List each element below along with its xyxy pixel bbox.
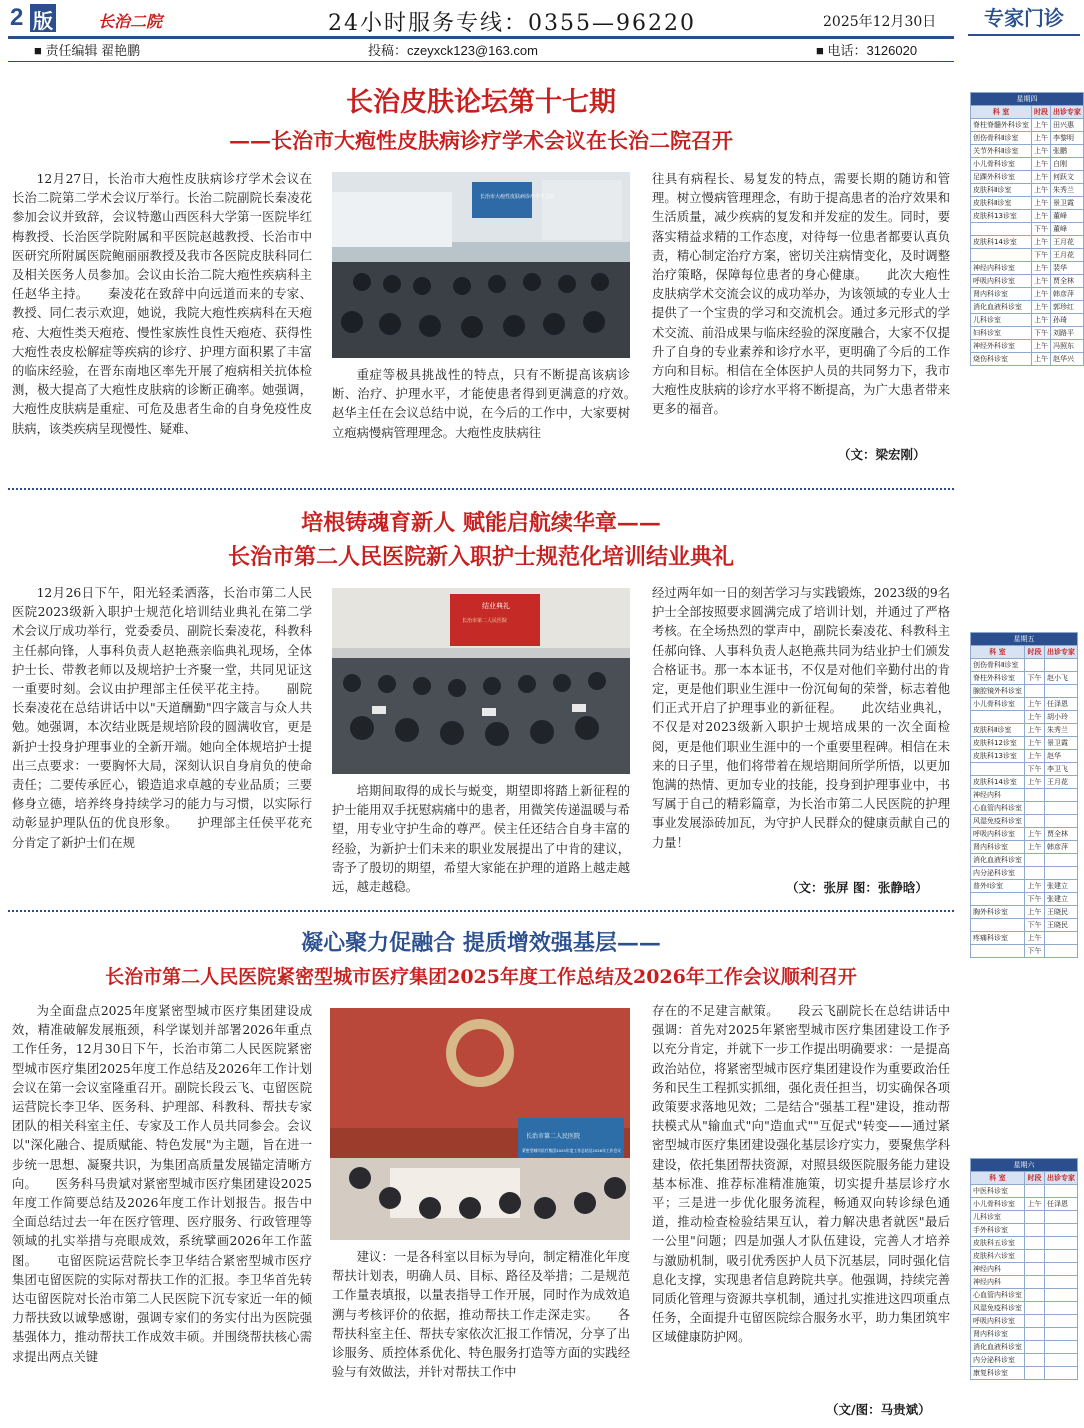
schedule-row [971,1302,1078,1315]
schedule-dept: 创伤骨科Ⅱ诊室 [971,659,1025,672]
subheader-rule [8,61,954,62]
schedule-row [971,1328,1078,1341]
schedule-row [971,1315,1078,1328]
article3-title: 凝心聚力促融合 提质增效强基层—— [301,930,661,956]
schedule-time [1025,1224,1045,1237]
schedule-time: 上午 [1025,711,1045,724]
editor-line: ■ 责任编辑 翟艳鹏 [34,43,141,58]
schedule-time [1025,1263,1045,1276]
schedule-row [971,327,1084,340]
schedule-time [1025,1250,1045,1263]
schedule-time: 上午 [1025,1198,1045,1211]
schedule-time: 下午 [1032,249,1051,262]
schedule-expert: 赵华 [1045,750,1078,763]
schedule-expert [1045,1185,1078,1198]
schedule-dept: 风湿免疫科诊室 [971,815,1025,828]
schedule-expert: 郭珍红 [1051,301,1084,314]
schedule-time [1025,867,1045,880]
schedule-dept: 皮肤科14诊室 [971,776,1025,789]
schedule-time [1025,685,1045,698]
schedule-dept: 足踝外科诊室 [971,171,1032,184]
schedule-time: 上午 [1032,197,1051,210]
schedule-dept: 小儿骨科诊室 [971,158,1032,171]
schedule-expert: 张建立 [1045,880,1078,893]
schedule-time [1025,1302,1045,1315]
schedule-time [1025,1237,1045,1250]
schedule-expert [1045,815,1078,828]
schedule-expert [1045,789,1078,802]
schedule-time [1025,1315,1045,1328]
schedule-expert [1045,1211,1078,1224]
schedule-expert: 李卫飞 [1045,763,1078,776]
rail-rule [968,34,1080,36]
article1-col2: 重症等极具挑战性的特点，只有不断提高该病诊断、治疗、护理水平，才能使患者得到更满意的疗效。 赵华主任在会议总结中说，在今后的工作中，大家要树立疱病慢病管理理念。大疱性皮肤病往 [332,368,655,440]
schedule-time: 上午 [1032,132,1051,145]
schedule-expert: 张鹏 [1051,145,1084,158]
schedule-expert [1045,1302,1078,1315]
schedule-row [971,1237,1078,1250]
schedule-dept: 胸外科诊室 [971,906,1025,919]
schedule-expert: 董峰 [1051,210,1084,223]
article1-screen-title: 长治市大疱性皮肤病诊疗学术会议 [480,194,556,200]
schedule-dept: 儿科诊室 [971,1211,1025,1224]
thursday-schedule [970,92,1084,366]
schedule-dept: 关节外科Ⅱ诊室 [971,145,1032,158]
schedule-time: 上午 [1025,906,1045,919]
schedule-expert [1045,932,1078,945]
schedule-row [971,275,1084,288]
col-header-expert: 出诊专家 [1045,1172,1078,1185]
schedule-dept: 妇科诊室 [971,327,1032,340]
schedule-time: 下午 [1025,672,1045,685]
schedule-dept: 内分泌科诊室 [971,1354,1025,1367]
schedule-row [971,171,1084,184]
article1-subtitle: ——长治市大疱性皮肤病诊疗学术会议在长治二院召开 [229,128,733,153]
schedule-row [971,932,1078,945]
schedule-expert [1045,1354,1078,1367]
schedule-time: 上午 [1025,776,1045,789]
schedule-row [971,776,1078,789]
schedule-time: 上午 [1032,353,1051,366]
schedule-day-header: 星期六 [971,1159,1078,1172]
schedule-row [971,1185,1078,1198]
schedule-dept [971,945,1025,958]
schedule-day-header: 星期五 [971,633,1078,646]
schedule-row [971,249,1084,262]
article3-photo-image [330,1008,630,1240]
schedule-dept: 普外Ⅰ诊室 [971,880,1025,893]
masthead [8,4,954,34]
schedule-expert: 贾全林 [1051,275,1084,288]
schedule-time: 上午 [1025,828,1045,841]
article3-subtitle: 长治市第二人民医院紧密型城市医疗集团2025年度工作总结及2026年工作会议顺利召开 [105,966,857,988]
schedule-time: 上午 [1025,932,1045,945]
schedule-row [971,1263,1078,1276]
schedule-expert [1045,1328,1078,1341]
article2-screen-title: 结业典礼 [482,602,510,610]
schedule-expert: 赵小飞 [1045,672,1078,685]
schedule-expert: 孙琦 [1051,314,1084,327]
schedule-row [971,288,1084,301]
schedule-time: 上午 [1025,750,1045,763]
schedule-row [971,184,1084,197]
schedule-dept: 神经内科 [971,1276,1025,1289]
schedule-expert: 景卫霞 [1045,737,1078,750]
schedule-time [1025,854,1045,867]
schedule-dept: 脊柱外科诊室 [971,672,1025,685]
article1-col1: 12月27日，长治市大疱性皮肤病诊疗学术会议在长治二院第二学术会议厅举行。长治二院副院长秦凌花参加会议并致辞，会议特邀山西医科大学第一医院毕红梅教授、长治医学院附属和平医院赵越教授、长治市中医研究所附属医院鲍丽丽教授及我市各医院皮肤科同仁及相关医务人员参加。会议由长治二院大疱性疾病科主任赵华主持。 秦凌花在致辞中向远道而来的专家、教授、同仁表示欢迎，她说，我院大疱性疾病科在天疱疮、大疱性类天疱疮、慢性家族性良性天疱疮、获得性大疱性表皮松解症等疾病的诊疗、护理方面积累了丰富的临床经验，在晋东南地区率先开展了疱病相关抗体检测，极大提高了大疱性皮肤病的诊断正确率。她强调，大疱性皮肤病是重症、可危及患者生命的自身免疫性皮肤病，该类疾病呈现慢性、疑难、 [12,172,312,436]
schedule-row [971,867,1078,880]
article3-col3: 存在的不足建言献策。 段云飞副院长在总结讲话中强调：首先对2025年紧密型城市医疗集团建设工作予以充分肯定，并就下一步工作提出明确要求：一是提高政治站位，将紧密型城市医疗集团建设作为重要政治任务和民生工程抓实抓细，强化责任担当，切实确保各项政策要求落地见效；二是结合"强基工程"建设，推动帮扶模式从"输血式"向"造血式""互促式"转变——通过紧密型城市医疗集团建设强化基层诊疗实力，要聚焦学科建设，依托集团帮扶资源，对照县级医院服务能力建设基本标准、推荐标准精准施策，切实提升基层诊疗水平；三是进一步优化服务流程，畅通双向转诊绿色通道，推动检查检验结果互认，着力解决患者就医"最后一公里"问题；四是加强人才队伍建设，完善人才培养与激励机制，吸引优秀医护人员下沉基层，同时强化信息化支撑，实现患者信息跨院共享。他强调，持续完善同质化管理与资源共享机制，通过扎实推进这四项重点任务，全面提升屯留医院综合服务水平，助力集团筑牢区域健康防护网。 [652,1004,950,1345]
schedule-row [971,685,1078,698]
friday-schedule [970,632,1078,958]
schedule-dept [971,893,1025,906]
schedule-dept: 疼痛科诊室 [971,932,1025,945]
schedule-dept: 皮肤科14诊室 [971,236,1032,249]
article2-col1: 12月26日下午，阳光轻柔洒落，长治市第二人民医院2023级新入职护士规范化培训结业典礼在第二学术会议厅成功举行，党委委员、副院长秦凌花，科教科主任郝向锋，人事科负责人赵艳燕亲临典礼现场，全体护士长、带教老师以及规培护士齐聚一堂，共同见证这一重要时刻。会议由护理部主任侯平花主持。 副院长秦凌花在总结讲话中以"天道酬勤"四字箴言与众人共勉。她强调，本次结业既是规培阶段的圆满收官，更是新护士投身护理事业的全新开端。她向全体规培护士提出三点要求：一要胸怀大局，深刻认识自身肩负的使命责任；二要传承匠心，锻造追求卓越的专业品质；三要修身立德，培养终身持续学习的能力与习惯，以实际行动彰显护理队伍的优良形象。 护理部主任侯平花充分肯定了新护士们在规 [12,586,312,850]
schedule-row [971,945,1078,958]
schedule-row [971,301,1084,314]
schedule-row [971,1250,1078,1263]
schedule-expert [1045,1341,1078,1354]
schedule-time [1025,1185,1045,1198]
schedule-row [971,750,1078,763]
schedule-time [1025,1354,1045,1367]
page-badge: 版 [30,4,56,32]
schedule-row [971,1198,1078,1211]
article2-title: 培根铸魂育新人 赋能启航续华章—— [301,510,661,536]
schedule-time [1025,1276,1045,1289]
schedule-expert: 王月花 [1045,776,1078,789]
schedule-dept: 皮肤科Ⅱ诊室 [971,724,1025,737]
schedule-expert [1045,1289,1078,1302]
article1-photo-image [332,172,630,358]
schedule-row [971,1211,1078,1224]
schedule-expert: 胡小玲 [1045,711,1078,724]
schedule-expert [1045,1276,1078,1289]
schedule-dept: 皮肤科12诊室 [971,737,1025,750]
submit-email: 投稿：czeyxck123@163.com [368,43,538,58]
schedule-expert [1045,1263,1078,1276]
schedule-dept: 康复科诊室 [971,1367,1025,1380]
col-header-dept: 科 室 [971,1172,1025,1185]
masthead-rule [8,36,954,39]
hotline: 24小时服务专线：0355—96220 [328,11,696,36]
schedule-time: 下午 [1032,327,1051,340]
schedule-row [971,1354,1078,1367]
schedule-expert [1045,659,1078,672]
schedule-dept: 消化血液科诊室 [971,854,1025,867]
schedule-dept: 创伤骨科Ⅱ诊室 [971,132,1032,145]
schedule-expert: 王月花 [1051,236,1084,249]
issue-date: 2025年12月30日 [823,14,937,30]
schedule-dept: 小儿骨科诊室 [971,1198,1025,1211]
schedule-dept [971,223,1032,236]
article3-photo [330,1008,630,1240]
subheader [8,40,954,58]
schedule-time: 上午 [1025,841,1045,854]
schedule-time: 上午 [1032,288,1051,301]
schedule-time [1025,1211,1045,1224]
col-header-expert: 出诊专家 [1051,106,1084,119]
schedule-time [1025,1341,1045,1354]
schedule-time: 下午 [1025,945,1045,958]
schedule-expert: 王月花 [1051,249,1084,262]
schedule-expert [1045,1237,1078,1250]
schedule-time: 下午 [1025,763,1045,776]
schedule-expert [1045,945,1078,958]
schedule-expert: 王晓民 [1045,906,1078,919]
schedule-time [1025,659,1045,672]
schedule-expert [1045,1224,1078,1237]
schedule-dept: 烧伤科诊室 [971,353,1032,366]
schedule-row [971,1224,1078,1237]
schedule-time: 上午 [1032,275,1051,288]
schedule-expert: 王晓民 [1045,919,1078,932]
schedule-row [971,919,1078,932]
schedule-time: 上午 [1025,698,1045,711]
schedule-row [971,210,1084,223]
schedule-row [971,893,1078,906]
schedule-expert: 白刚 [1051,158,1084,171]
col-header-expert: 出诊专家 [1045,646,1078,659]
page-number: 2 [10,4,24,31]
article1-title: 长治皮肤论坛第十七期 [346,87,616,118]
schedule-expert: 景卫霞 [1051,197,1084,210]
col-header-time: 时段 [1025,1172,1045,1185]
schedule-dept: 呼吸内科诊室 [971,275,1032,288]
schedule-row [971,236,1084,249]
article3-col1: 为全面盘点2025年度紧密型城市医疗集团建设成效，精准破解发展瓶颈，科学谋划并部署2026年重点工作任务，12月30日下午，长治市第二人民医院紧密型城市医疗集团2025年度工作总结及2026年工作计划会议在第一会议室隆重召开。副院长段云飞、屯留医院运营院长李卫华、医务科、护理部、科教科、帮扶专家团队的相关科室主任、专家及工作人员共同参会。会议以"深化融合、提质赋能、特色发展"为主题，旨在进一步统一思想、凝聚共识，为集团高质量发展锚定清晰方向。 医务科马贵斌对紧密型城市医疗集团建设2025年度工作简要总结及2026年度工作计划报告。报告中全面总结过去一年在医疗管理、医疗服务、行政管理等领域的扎实举措与亮眼成效，系统擘画2026年工作蓝图。 屯留医院运营院长李卫华结合紧密型城市医疗集团屯留医院的实际对帮扶工作的汇报。李卫华首先转达屯留医院对长治市第二人民医院下沉专家近一年的倾力帮扶致以诚挚感谢，强调专家们的务实付出为医院强基强体力，推动帮扶工作成效丰硕。并围绕帮扶核心需求提出两点关键 [12,1004,312,1364]
schedule-dept: 神经内科 [971,789,1025,802]
schedule-expert: 田兴惠 [1051,119,1084,132]
schedule-expert: 赵华兴 [1051,353,1084,366]
schedule-expert: 刘路平 [1051,327,1084,340]
schedule-time: 上午 [1032,340,1051,353]
schedule-row [971,197,1084,210]
schedule-row [971,698,1078,711]
schedule-row [971,1341,1078,1354]
schedule-expert [1045,1367,1078,1380]
article2-photo [332,588,630,774]
schedule-dept: 皮肤科13诊室 [971,210,1032,223]
schedule-expert: 何跃文 [1051,171,1084,184]
schedule-dept: 肾内科诊室 [971,1328,1025,1341]
schedule-row [971,906,1078,919]
schedule-expert [1045,685,1078,698]
schedule-time: 上午 [1032,236,1051,249]
schedule-expert: 朱秀兰 [1045,724,1078,737]
schedule-expert: 韩彦萍 [1045,841,1078,854]
schedule-expert: 韩彦萍 [1051,288,1084,301]
schedule-dept: 消化血液科诊室 [971,301,1032,314]
schedule-dept: 神经内科诊室 [971,262,1032,275]
schedule-row [971,880,1078,893]
schedule-dept: 手外科诊室 [971,1224,1025,1237]
schedule-time [1025,1328,1045,1341]
schedule-expert: 裴华 [1051,262,1084,275]
schedule-row [971,1289,1078,1302]
schedule-time [1025,802,1045,815]
schedule-time: 上午 [1025,737,1045,750]
schedule-dept: 肾内科诊室 [971,288,1032,301]
schedule-time: 上午 [1032,314,1051,327]
schedule-time: 上午 [1025,724,1045,737]
schedule-time: 上午 [1032,171,1051,184]
schedule-dept: 神经外科诊室 [971,340,1032,353]
paper-name: 长治二院 [98,12,163,31]
schedule-dept: 呼吸内科诊室 [971,1315,1025,1328]
schedule-dept: 皮肤科五诊室 [971,1237,1025,1250]
schedule-row [971,314,1084,327]
page-number-badge [8,4,70,32]
schedule-dept [971,711,1025,724]
schedule-expert: 贾全林 [1045,828,1078,841]
schedule-row [971,763,1078,776]
schedule-row [971,802,1078,815]
schedule-row [971,353,1084,366]
schedule-time [1025,1289,1045,1302]
article2-col3: 经过两年如一日的刻苦学习与实践锻炼，2023级的9名护士全部按照要求圆满完成了培训计划，并通过了严格考核。在全场热烈的掌声中，副院长秦凌花、科教科主任郝向锋、人事科负责人赵艳燕共同为结业护士们颁发合格证书。那一本本证书，不仅是对他们辛勤付出的肯定，更是他们职业生涯中一份沉甸甸的荣誉，标志着他们正式开启了护理事业的新征程。 此次结业典礼，不仅是对2023级新入职护士规培成果的一次全面检阅，更是他们职业生涯中的一个重要里程碑。相信在未来的日子里，他们将带着在规培期间所学所悟，以更加饱满的热情、更加专业的技能，投身到护理事业中，书写属于自己的精彩篇章，为长治市第二人民医院的护理事业发展添砖加瓦，为守护人民群众的健康贡献自己的力量！ [652,586,950,850]
schedule-dept [971,763,1025,776]
schedule-row [971,789,1078,802]
schedule-dept: 皮肤科Ⅱ诊室 [971,184,1032,197]
schedule-row [971,854,1078,867]
article3-credit: （文/图：马贵斌） [826,1402,931,1417]
schedule-dept: 皮肤科六诊室 [971,1250,1025,1263]
col-header-time: 时段 [1025,646,1045,659]
article1-col3: 往具有病程长、易复发的特点，需要长期的随访和管理。树立慢病管理理念，有助于提高患者的治疗效果和生活质量，减少疾病的复发和并发症的发生。同时，要落实精益求精的工作态度，对待每一位患者都要认真负责，精心制定治疗方案，密切关注病情变化，及时调整治疗策略，保障每位患者的身心健康。 此次大疱性皮肤病学术交流会议的成功举办，为该领域的专业人士提供了一个宝贵的学习和交流机会。通过多元形式的学术交流、前沿成果与临床经验的深度融合，大家不仅提升了自身的专业素养和诊疗水平，更明确了今后的工作方向和目标。相信在全体医护人员的共同努力下，我市大疱性皮肤病的诊疗水平将不断提高，为广大患者带来更多的福音。 [652,172,950,417]
schedule-expert [1045,1315,1078,1328]
schedule-row [971,659,1078,672]
schedule-row [971,828,1078,841]
schedule-row [971,724,1078,737]
schedule-dept: 心血管内科诊室 [971,1289,1025,1302]
schedule-dept: 皮肤科13诊室 [971,750,1025,763]
article2-subtitle: 长治市第二人民医院新入职护士规范化培训结业典礼 [227,544,734,570]
schedule-time: 上午 [1032,210,1051,223]
schedule-row [971,841,1078,854]
article2-photo-image [332,588,630,774]
schedule-dept: 风湿免疫科诊室 [971,1302,1025,1315]
schedule-expert: 李黎明 [1051,132,1084,145]
schedule-time: 下午 [1032,223,1051,236]
schedule-row [971,711,1078,724]
schedule-dept: 消化血液科诊室 [971,1341,1025,1354]
section-divider-2 [8,910,954,912]
col-header-time: 时段 [1032,106,1051,119]
article2-credit: （文：张屏 图：张静晗） [786,880,928,895]
article3-col2: 建议：一是各科室以目标为导向，制定精准化年度帮扶计划表，明确人员、目标、路径及举措；二是规范工作量表填报，以量表指导工作开展，同时作为成效追溯与考核评价的依据，推动帮扶工作走深走实。 各帮扶科室主任、帮扶专家依次汇报工作情况，分享了出诊服务、质控体系优化、特色服务打造等方面的实践经验与有效做法，并针对帮扶工作中 [332,1250,630,1380]
expert-clinic-rail [968,0,1080,1428]
schedule-dept: 内分泌科诊室 [971,867,1025,880]
saturday-schedule [970,1158,1078,1380]
schedule-time: 上午 [1032,158,1051,171]
schedule-expert: 董峰 [1051,223,1084,236]
article1-credit: （文：梁宏刚） [838,447,926,462]
schedule-dept: 儿科诊室 [971,314,1032,327]
article1-photo [332,172,630,358]
schedule-expert: 朱秀兰 [1051,184,1084,197]
schedule-row [971,340,1084,353]
col-header-dept: 科 室 [971,106,1032,119]
section-divider-1 [8,488,954,490]
schedule-expert: 冯照东 [1051,340,1084,353]
schedule-expert: 张建立 [1045,893,1078,906]
schedule-dept: 皮肤科Ⅱ诊室 [971,197,1032,210]
schedule-expert: 任泽恩 [1045,1198,1078,1211]
article3-screen-title: 长治市第二人民医院 [526,1133,581,1140]
schedule-time: 上午 [1032,184,1051,197]
schedule-dept: 神经内科 [971,1263,1025,1276]
schedule-time [1025,815,1045,828]
schedule-row [971,1276,1078,1289]
schedule-row [971,145,1084,158]
schedule-time: 上午 [1032,301,1051,314]
schedule-expert [1045,854,1078,867]
schedule-time: 上午 [1032,119,1051,132]
schedule-row [971,1367,1078,1380]
phone-line: ■ 电话：3126020 [816,43,918,58]
col-header-dept: 科 室 [971,646,1025,659]
article2-screen-sub: 长治市第二人民医院 [462,618,508,624]
schedule-dept [971,919,1025,932]
schedule-expert [1045,802,1078,815]
schedule-expert: 任泽恩 [1045,698,1078,711]
schedule-dept: 腺腔镜外科诊室 [971,685,1025,698]
schedule-dept: 心血管内科诊室 [971,802,1025,815]
schedule-expert [1045,1250,1078,1263]
schedule-row [971,132,1084,145]
schedule-time: 上午 [1032,145,1051,158]
schedule-row [971,119,1084,132]
schedule-row [971,158,1084,171]
article3-screen-sub: 紧密型城市医疗集团2025年度工作总结及2026年工作会议 [522,1148,622,1153]
schedule-dept [971,249,1032,262]
schedule-row [971,737,1078,750]
schedule-expert [1045,867,1078,880]
schedule-day-header: 星期四 [971,93,1084,106]
schedule-dept: 中医科诊室 [971,1185,1025,1198]
schedule-row [971,815,1078,828]
schedule-dept: 呼吸内科诊室 [971,828,1025,841]
schedule-dept: 脊柱脊髓外科诊室 [971,119,1032,132]
schedule-time: 下午 [1025,919,1045,932]
schedule-time: 上午 [1032,262,1051,275]
article2-col2: 培期间取得的成长与蜕变，期望即将踏上新征程的护士能用双手抚慰病痛中的患者，用微笑传递温暖与希望，用专业守护生命的尊严。侯主任还结合自身丰富的经验，为新护士们未来的职业发展提出了中肯的建议，寄予了殷切的期望，希望大家能在护理的道路上越走越远，越走越稳。 [332,784,630,895]
schedule-dept: 小儿骨科诊室 [971,698,1025,711]
schedule-time: 下午 [1025,893,1045,906]
schedule-dept: 肾内科诊室 [971,841,1025,854]
expert-clinic-title: 专家门诊 [984,6,1064,30]
schedule-row [971,223,1084,236]
schedule-row [971,672,1078,685]
schedule-time: 上午 [1025,880,1045,893]
schedule-time [1025,789,1045,802]
schedule-row [971,262,1084,275]
schedule-time [1025,1367,1045,1380]
